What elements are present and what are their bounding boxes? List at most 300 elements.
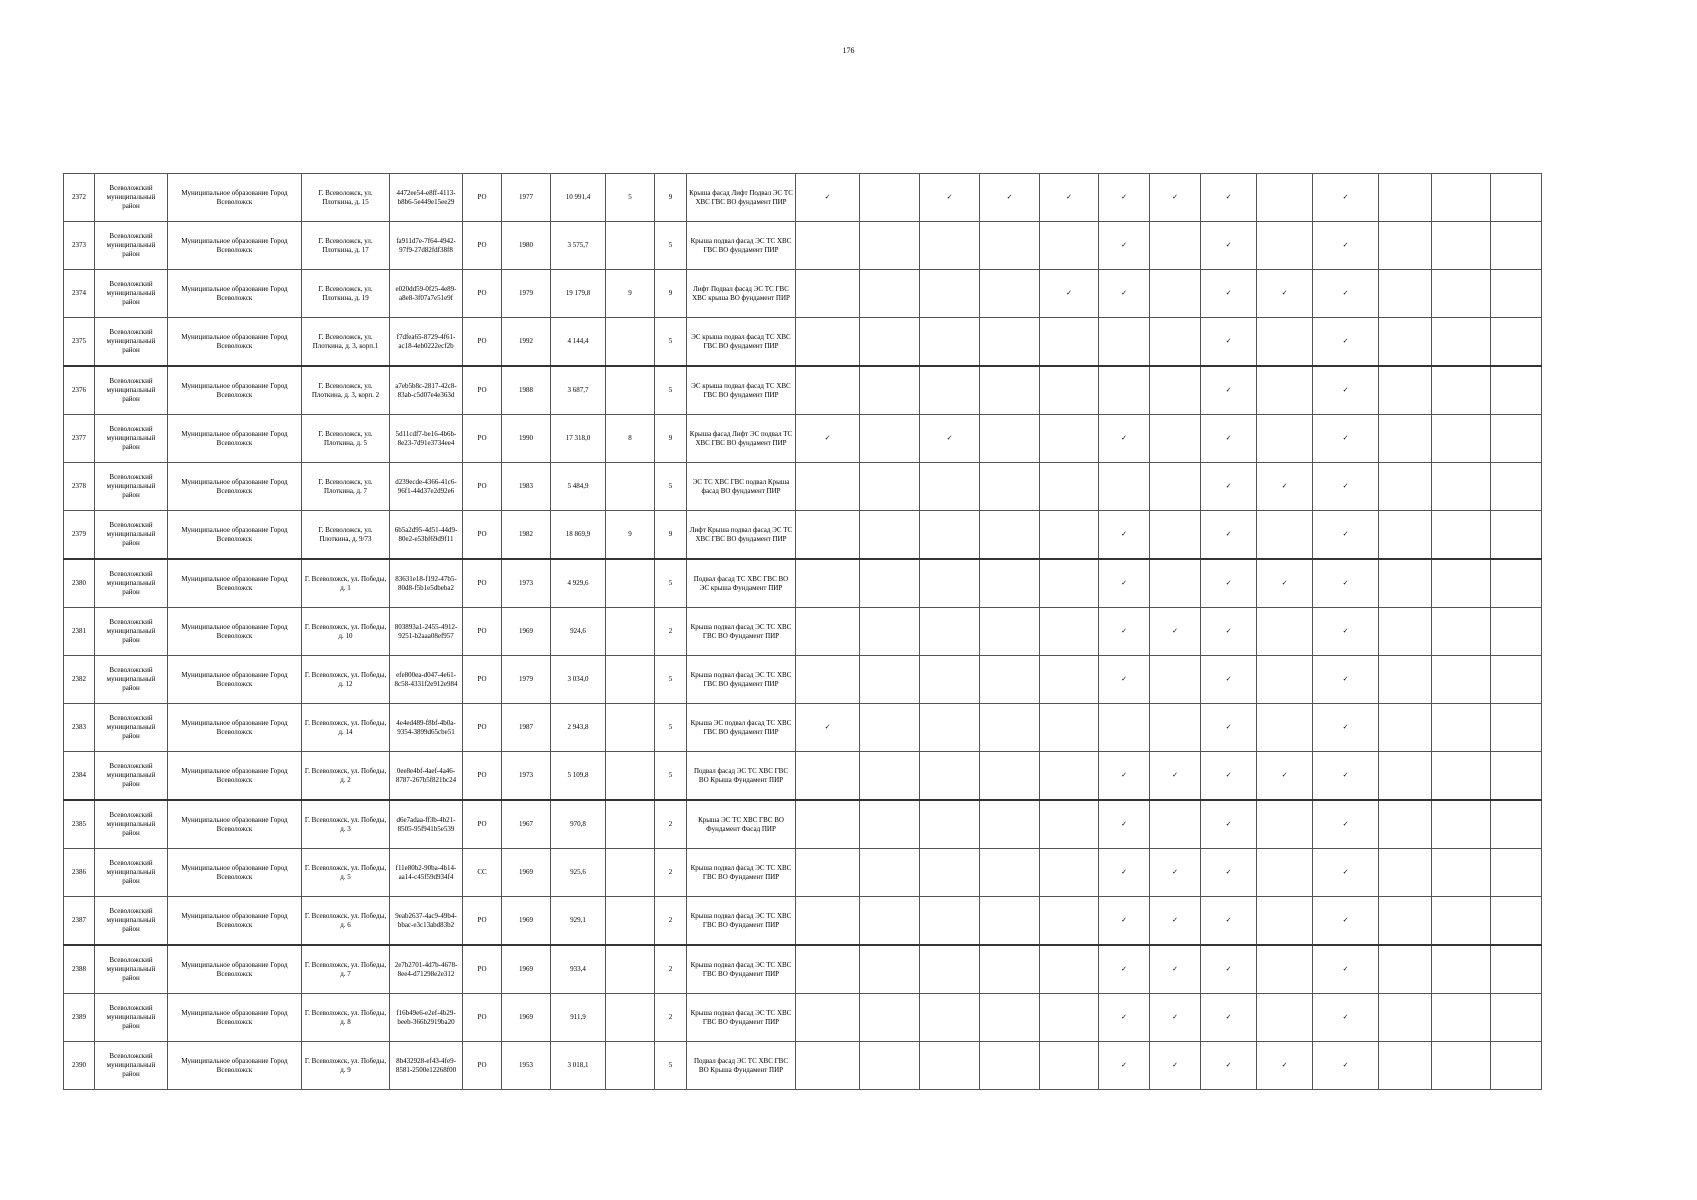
district-cell: Всеволожский муниципальный район	[95, 608, 168, 656]
fund-type-cell: РО	[463, 704, 502, 752]
work-flag-cell	[1201, 318, 1257, 367]
table-row	[64, 415, 1542, 463]
work-flag-cell	[1257, 559, 1313, 608]
check-mark-icon: ✓	[1121, 965, 1127, 973]
check-mark-icon: ✓	[1281, 1061, 1288, 1069]
work-flag-cell	[860, 318, 920, 367]
work-flag-cell	[980, 415, 1040, 463]
work-flag-cell	[1257, 318, 1313, 367]
municipality-cell: Муниципальное образование Город Всеволожск	[168, 704, 302, 752]
work-flag-cell	[1040, 318, 1099, 367]
row-number-cell: 2385	[64, 800, 95, 849]
building-id-cell: 0ee8e4bf-4aef-4a46-8787-267b5f821bc24	[390, 752, 463, 801]
floors-cell: 5	[655, 366, 687, 415]
work-flag-cell	[980, 463, 1040, 511]
work-flag-cell	[1257, 994, 1313, 1042]
work-flag-cell	[1432, 656, 1491, 704]
work-flag-cell	[1201, 463, 1257, 511]
work-flag-cell	[1201, 1042, 1257, 1090]
check-mark-icon: ✓	[824, 723, 831, 731]
work-flag-cell	[980, 366, 1040, 415]
building-id-cell: 8b432928-ef43-4fe9-8581-2500e12268f00	[390, 1042, 463, 1090]
work-flag-cell	[860, 800, 920, 849]
work-flag-cell	[980, 174, 1040, 222]
fund-type-cell: РО	[463, 366, 502, 415]
work-flag-cell	[1379, 511, 1432, 560]
work-flag-cell	[1150, 415, 1201, 463]
works-list-cell: Подвал фасад ТС ХВС ГВС ВО ЭС крыша Фундамент ПИР	[687, 559, 796, 608]
work-flag-cell	[1379, 752, 1432, 801]
work-flag-cell	[796, 270, 860, 318]
check-mark-icon: ✓	[1121, 1013, 1127, 1021]
work-flag-cell	[1379, 366, 1432, 415]
entrances-cell	[606, 994, 655, 1042]
work-flag-cell	[1491, 897, 1542, 946]
area-cell: 3 018,1	[551, 1042, 606, 1090]
district-cell: Всеволожский муниципальный район	[95, 656, 168, 704]
entrances-cell	[606, 1042, 655, 1090]
district-cell: Всеволожский муниципальный район	[95, 366, 168, 415]
work-flag-cell	[980, 897, 1040, 946]
area-cell: 924,6	[551, 608, 606, 656]
check-mark-icon: ✓	[1225, 627, 1232, 635]
check-mark-icon: ✓	[1225, 1013, 1232, 1021]
floors-cell: 2	[655, 608, 687, 656]
row-number-cell: 2374	[64, 270, 95, 318]
address-cell: Г. Всеволожск, ул. Победы, д. 6	[302, 897, 390, 946]
work-flag-cell	[920, 800, 980, 849]
table-row	[64, 270, 1542, 318]
work-flag-cell	[1150, 994, 1201, 1042]
check-mark-icon: ✓	[1172, 1013, 1178, 1021]
district-cell: Всеволожский муниципальный район	[95, 897, 168, 946]
entrances-cell	[606, 608, 655, 656]
work-flag-cell	[1257, 945, 1313, 994]
entrances-cell	[606, 222, 655, 270]
check-mark-icon: ✓	[1225, 771, 1232, 779]
work-flag-cell	[1379, 270, 1432, 318]
work-flag-cell	[1257, 463, 1313, 511]
row-number-cell: 2377	[64, 415, 95, 463]
work-flag-cell	[1491, 366, 1542, 415]
work-flag-cell	[980, 656, 1040, 704]
building-id-cell: 9eab2637-4ac9-49b4-bbac-e3c13abd83b2	[390, 897, 463, 946]
work-flag-cell	[796, 318, 860, 367]
table-row	[64, 994, 1542, 1042]
row-number-cell: 2388	[64, 945, 95, 994]
check-mark-icon: ✓	[1225, 482, 1232, 490]
row-number-cell: 2372	[64, 174, 95, 222]
building-id-cell: 803893a1-2455-4912-9251-b2aaa08ef957	[390, 608, 463, 656]
work-flag-cell	[860, 704, 920, 752]
district-cell: Всеволожский муниципальный район	[95, 945, 168, 994]
work-flag-cell	[920, 849, 980, 897]
work-flag-cell	[980, 608, 1040, 656]
address-cell: Г. Всеволожск, ул. Плоткина, д. 7	[302, 463, 390, 511]
floors-cell: 2	[655, 800, 687, 849]
row-number-cell: 2383	[64, 704, 95, 752]
work-flag-cell	[1432, 318, 1491, 367]
work-flag-cell	[1150, 608, 1201, 656]
entrances-cell: 8	[606, 415, 655, 463]
building-id-cell: 5d11cdf7-be16-4b6b-8e23-7d91e3734ee4	[390, 415, 463, 463]
check-mark-icon: ✓	[1225, 723, 1232, 731]
work-flag-cell	[1040, 849, 1099, 897]
work-flag-cell	[1257, 897, 1313, 946]
work-flag-cell	[860, 222, 920, 270]
check-mark-icon: ✓	[1342, 965, 1349, 973]
work-flag-cell	[1040, 270, 1099, 318]
work-flag-cell	[1040, 415, 1099, 463]
work-flag-cell	[1150, 270, 1201, 318]
area-cell: 5 109,8	[551, 752, 606, 801]
check-mark-icon: ✓	[1342, 1061, 1349, 1069]
municipality-cell: Муниципальное образование Город Всеволожск	[168, 994, 302, 1042]
work-flag-cell	[1150, 366, 1201, 415]
entrances-cell	[606, 800, 655, 849]
check-mark-icon: ✓	[1342, 482, 1349, 490]
work-flag-cell	[1313, 366, 1379, 415]
work-flag-cell	[1491, 608, 1542, 656]
work-flag-cell	[920, 222, 980, 270]
municipality-cell: Муниципальное образование Город Всеволожск	[168, 897, 302, 946]
district-cell: Всеволожский муниципальный район	[95, 752, 168, 801]
area-cell: 17 318,0	[551, 415, 606, 463]
works-list-cell: ЭС крыша подвал фасад ТС ХВС ГВС ВО фундамент ПИР	[687, 366, 796, 415]
check-mark-icon: ✓	[1006, 193, 1013, 201]
floors-cell: 2	[655, 994, 687, 1042]
municipality-cell: Муниципальное образование Город Всеволожск	[168, 559, 302, 608]
work-flag-cell	[920, 897, 980, 946]
work-flag-cell	[1150, 174, 1201, 222]
work-flag-cell	[1379, 174, 1432, 222]
check-mark-icon: ✓	[1121, 241, 1127, 249]
year-built-cell: 1969	[502, 945, 551, 994]
address-cell: Г. Всеволожск, ул. Победы, д. 12	[302, 656, 390, 704]
work-flag-cell	[796, 511, 860, 560]
work-flag-cell	[1432, 800, 1491, 849]
floors-cell: 5	[655, 559, 687, 608]
building-id-cell: e020dd59-0f25-4e89-a8e8-3f07a7e51e9f	[390, 270, 463, 318]
check-mark-icon: ✓	[1342, 337, 1349, 345]
check-mark-icon: ✓	[1172, 868, 1178, 876]
table-row	[64, 463, 1542, 511]
check-mark-icon: ✓	[1225, 386, 1232, 394]
area-cell: 970,8	[551, 800, 606, 849]
work-flag-cell	[1201, 270, 1257, 318]
work-flag-cell	[1313, 463, 1379, 511]
address-cell: Г. Всеволожск, ул. Победы, д. 14	[302, 704, 390, 752]
work-flag-cell	[980, 849, 1040, 897]
work-flag-cell	[920, 463, 980, 511]
row-number-cell: 2381	[64, 608, 95, 656]
work-flag-cell	[980, 752, 1040, 801]
work-flag-cell	[920, 994, 980, 1042]
work-flag-cell	[980, 559, 1040, 608]
work-flag-cell	[1257, 366, 1313, 415]
work-flag-cell	[1099, 704, 1150, 752]
work-flag-cell	[1257, 174, 1313, 222]
work-flag-cell	[1257, 800, 1313, 849]
fund-type-cell: РО	[463, 559, 502, 608]
work-flag-cell	[1313, 318, 1379, 367]
work-flag-cell	[1040, 174, 1099, 222]
area-cell: 929,1	[551, 897, 606, 946]
work-flag-cell	[1099, 559, 1150, 608]
fund-type-cell: РО	[463, 800, 502, 849]
work-flag-cell	[1313, 704, 1379, 752]
work-flag-cell	[1099, 222, 1150, 270]
check-mark-icon: ✓	[1172, 771, 1178, 779]
work-flag-cell	[1432, 511, 1491, 560]
district-cell: Всеволожский муниципальный район	[95, 415, 168, 463]
address-cell: Г. Всеволожск, ул. Плоткина, д. 3, корп. 2	[302, 366, 390, 415]
work-flag-cell	[796, 704, 860, 752]
work-flag-cell	[1432, 463, 1491, 511]
check-mark-icon: ✓	[824, 434, 831, 442]
check-mark-icon: ✓	[1342, 530, 1349, 538]
row-number-cell: 2378	[64, 463, 95, 511]
work-flag-cell	[1150, 945, 1201, 994]
check-mark-icon: ✓	[1121, 579, 1127, 587]
table-row	[64, 318, 1542, 367]
check-mark-icon: ✓	[1225, 916, 1232, 924]
work-flag-cell	[860, 559, 920, 608]
work-flag-cell	[1099, 849, 1150, 897]
area-cell: 10 991,4	[551, 174, 606, 222]
work-flag-cell	[1379, 608, 1432, 656]
year-built-cell: 1969	[502, 849, 551, 897]
district-cell: Всеволожский муниципальный район	[95, 270, 168, 318]
work-flag-cell	[1040, 800, 1099, 849]
work-flag-cell	[860, 849, 920, 897]
work-flag-cell	[1150, 222, 1201, 270]
entrances-cell	[606, 752, 655, 801]
work-flag-cell	[920, 1042, 980, 1090]
work-flag-cell	[1379, 704, 1432, 752]
work-flag-cell	[1201, 656, 1257, 704]
check-mark-icon: ✓	[1172, 1061, 1178, 1069]
district-cell: Всеволожский муниципальный район	[95, 511, 168, 560]
address-cell: Г. Всеволожск, ул. Победы, д. 10	[302, 608, 390, 656]
work-flag-cell	[1099, 174, 1150, 222]
work-flag-cell	[920, 752, 980, 801]
floors-cell: 9	[655, 270, 687, 318]
work-flag-cell	[1150, 463, 1201, 511]
district-cell: Всеволожский муниципальный район	[95, 849, 168, 897]
work-flag-cell	[1150, 1042, 1201, 1090]
work-flag-cell	[1257, 1042, 1313, 1090]
works-list-cell: Крыша подвал фасад ЭС ТС ХВС ГВС ВО Фундамент ПИР	[687, 608, 796, 656]
row-number-cell: 2390	[64, 1042, 95, 1090]
check-mark-icon: ✓	[1172, 193, 1178, 201]
address-cell: Г. Всеволожск, ул. Плоткина, д. 15	[302, 174, 390, 222]
area-cell: 5 484,9	[551, 463, 606, 511]
year-built-cell: 1977	[502, 174, 551, 222]
address-cell: Г. Всеволожск, ул. Победы, д. 8	[302, 994, 390, 1042]
work-flag-cell	[1257, 222, 1313, 270]
work-flag-cell	[1491, 1042, 1542, 1090]
year-built-cell: 1967	[502, 800, 551, 849]
district-cell: Всеволожский муниципальный район	[95, 174, 168, 222]
check-mark-icon: ✓	[1342, 820, 1349, 828]
building-id-cell: d6e7adaa-ff3b-4b21-8505-95f941b5e539	[390, 800, 463, 849]
building-id-cell: d239ecde-4366-41c6-96f1-44d37e2d92e6	[390, 463, 463, 511]
work-flag-cell	[1432, 752, 1491, 801]
area-cell: 3 687,7	[551, 366, 606, 415]
fund-type-cell: РО	[463, 463, 502, 511]
year-built-cell: 1979	[502, 270, 551, 318]
check-mark-icon: ✓	[1225, 337, 1232, 345]
work-flag-cell	[1201, 222, 1257, 270]
check-mark-icon: ✓	[1225, 289, 1232, 297]
check-mark-icon: ✓	[1225, 193, 1232, 201]
work-flag-cell	[1201, 415, 1257, 463]
area-cell: 933,4	[551, 945, 606, 994]
work-flag-cell	[1099, 366, 1150, 415]
entrances-cell	[606, 849, 655, 897]
work-flag-cell	[1432, 704, 1491, 752]
work-flag-cell	[1040, 559, 1099, 608]
table-row	[64, 1042, 1542, 1090]
check-mark-icon: ✓	[1225, 1061, 1232, 1069]
work-flag-cell	[1099, 1042, 1150, 1090]
work-flag-cell	[1491, 174, 1542, 222]
work-flag-cell	[1379, 945, 1432, 994]
work-flag-cell	[1099, 752, 1150, 801]
fund-type-cell: РО	[463, 752, 502, 801]
table-row	[64, 559, 1542, 608]
work-flag-cell	[1432, 222, 1491, 270]
work-flag-cell	[1150, 800, 1201, 849]
work-flag-cell	[1201, 174, 1257, 222]
work-flag-cell	[1040, 366, 1099, 415]
work-flag-cell	[1201, 994, 1257, 1042]
work-flag-cell	[1379, 994, 1432, 1042]
check-mark-icon: ✓	[1121, 530, 1127, 538]
fund-type-cell: СС	[463, 849, 502, 897]
work-flag-cell	[1379, 1042, 1432, 1090]
area-cell: 18 869,9	[551, 511, 606, 560]
district-cell: Всеволожский муниципальный район	[95, 222, 168, 270]
entrances-cell	[606, 463, 655, 511]
check-mark-icon: ✓	[1121, 771, 1127, 779]
check-mark-icon: ✓	[1066, 289, 1072, 297]
table-row	[64, 656, 1542, 704]
area-cell: 19 179,8	[551, 270, 606, 318]
works-list-cell: Крыша подвал фасад ЭС ТС ХВС ГВС ВО Фундамент ПИР	[687, 849, 796, 897]
building-id-cell: f11e80b2-90ba-4b14-aa14-c45f59d934f4	[390, 849, 463, 897]
work-flag-cell	[1201, 752, 1257, 801]
work-flag-cell	[1491, 800, 1542, 849]
work-flag-cell	[1313, 656, 1379, 704]
check-mark-icon: ✓	[1121, 916, 1127, 924]
work-flag-cell	[1201, 945, 1257, 994]
floors-cell: 5	[655, 704, 687, 752]
check-mark-icon: ✓	[946, 193, 953, 201]
year-built-cell: 1990	[502, 415, 551, 463]
work-flag-cell	[1150, 752, 1201, 801]
table-row	[64, 945, 1542, 994]
work-flag-cell	[1099, 608, 1150, 656]
floors-cell: 5	[655, 1042, 687, 1090]
work-flag-cell	[1432, 559, 1491, 608]
municipality-cell: Муниципальное образование Город Всеволожск	[168, 222, 302, 270]
district-cell: Всеволожский муниципальный район	[95, 1042, 168, 1090]
work-flag-cell	[1099, 897, 1150, 946]
work-flag-cell	[980, 800, 1040, 849]
municipality-cell: Муниципальное образование Город Всеволожск	[168, 318, 302, 367]
work-flag-cell	[1099, 656, 1150, 704]
works-list-cell: ЭС крыша подвал фасад ТС ХВС ГВС ВО фундамент ПИР	[687, 318, 796, 367]
work-flag-cell	[1150, 559, 1201, 608]
work-flag-cell	[796, 849, 860, 897]
floors-cell: 5	[655, 656, 687, 704]
address-cell: Г. Всеволожск, ул. Победы, д. 7	[302, 945, 390, 994]
work-flag-cell	[920, 415, 980, 463]
work-flag-cell	[920, 270, 980, 318]
floors-cell: 5	[655, 222, 687, 270]
work-flag-cell	[1150, 849, 1201, 897]
work-flag-cell	[796, 222, 860, 270]
work-flag-cell	[860, 945, 920, 994]
floors-cell: 9	[655, 511, 687, 560]
work-flag-cell	[860, 608, 920, 656]
work-flag-cell	[796, 366, 860, 415]
work-flag-cell	[980, 994, 1040, 1042]
table-row	[64, 366, 1542, 415]
work-flag-cell	[980, 945, 1040, 994]
area-cell: 3 575,7	[551, 222, 606, 270]
municipality-cell: Муниципальное образование Город Всеволожск	[168, 415, 302, 463]
works-list-cell: Лифт Подвал фасад ЭС ТС ГВС ХВС крыша ВО фундамент ПИР	[687, 270, 796, 318]
works-list-cell: ЭС ТС ХВС ГВС подвал Крыша фасад ВО фундамент ПИР	[687, 463, 796, 511]
area-cell: 925,6	[551, 849, 606, 897]
work-flag-cell	[1201, 800, 1257, 849]
work-flag-cell	[1313, 752, 1379, 801]
check-mark-icon: ✓	[1342, 434, 1349, 442]
works-list-cell: Подвал фасад ЭС ТС ХВС ГВС ВО Крыша Фундамент ПИР	[687, 1042, 796, 1090]
work-flag-cell	[1313, 608, 1379, 656]
work-flag-cell	[1201, 704, 1257, 752]
work-flag-cell	[920, 945, 980, 994]
work-flag-cell	[1040, 511, 1099, 560]
fund-type-cell: РО	[463, 415, 502, 463]
year-built-cell: 1988	[502, 366, 551, 415]
work-flag-cell	[980, 270, 1040, 318]
work-flag-cell	[1379, 415, 1432, 463]
year-built-cell: 1969	[502, 608, 551, 656]
work-flag-cell	[1379, 656, 1432, 704]
work-flag-cell	[1201, 608, 1257, 656]
check-mark-icon: ✓	[1281, 771, 1288, 779]
check-mark-icon: ✓	[1342, 241, 1349, 249]
work-flag-cell	[1313, 945, 1379, 994]
floors-cell: 2	[655, 897, 687, 946]
work-flag-cell	[1491, 656, 1542, 704]
table-row	[64, 174, 1542, 222]
check-mark-icon: ✓	[1342, 916, 1349, 924]
check-mark-icon: ✓	[1342, 386, 1349, 394]
row-number-cell: 2379	[64, 511, 95, 560]
work-flag-cell	[920, 174, 980, 222]
work-flag-cell	[920, 366, 980, 415]
work-flag-cell	[1432, 366, 1491, 415]
municipality-cell: Муниципальное образование Город Всеволожск	[168, 463, 302, 511]
check-mark-icon: ✓	[1172, 965, 1178, 973]
year-built-cell: 1992	[502, 318, 551, 367]
check-mark-icon: ✓	[1121, 627, 1127, 635]
